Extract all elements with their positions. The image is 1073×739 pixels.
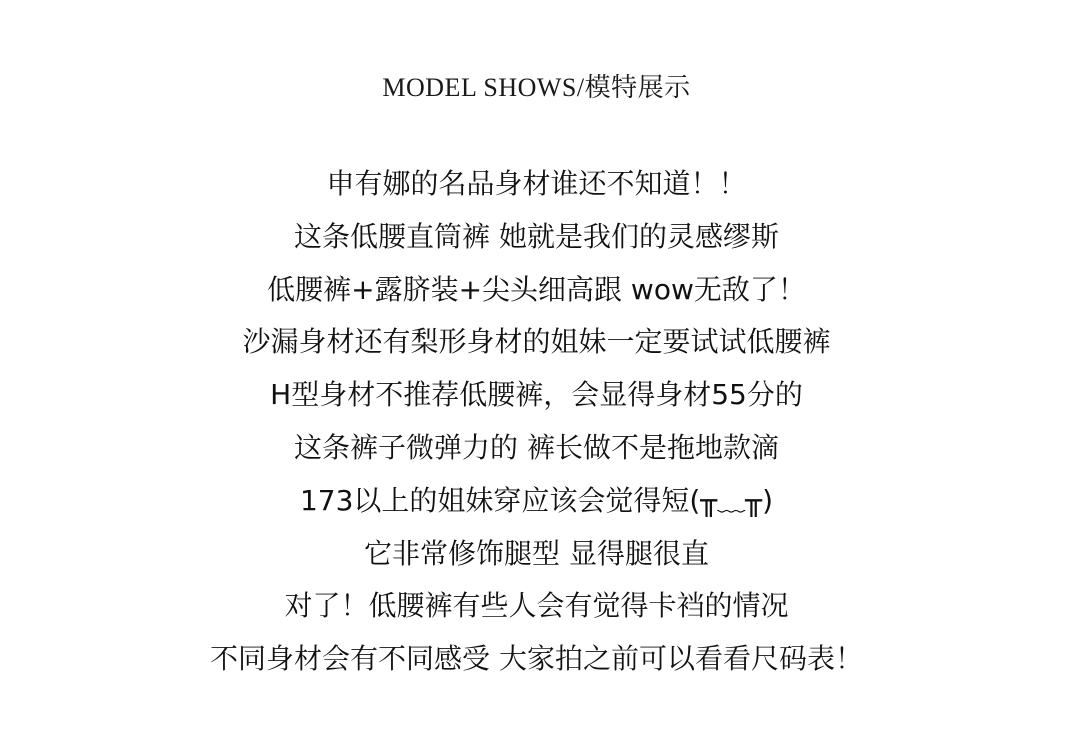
text-line: 这条低腰直筒裤 她就是我们的灵感缪斯 [294,219,779,253]
text-line: H型身材不推荐低腰裤，会显得身材55分的 [270,378,803,412]
text-line: 这条裤子微弹力的 裤长做不是拖地款滴 [294,430,779,464]
text-line: 173以上的姐妹穿应该会觉得短(╥﹏╥) [299,483,773,517]
text-line: 它非常修饰腿型 显得腿很直 [364,536,709,570]
text-line: 不同身材会有不同感受 大家拍之前可以看看尺码表！ [210,642,863,676]
section-title: MODEL SHOWS/模特展示 [382,73,691,102]
text-line: 低腰裤+露脐装+尖头细高跟 wow无敌了！ [267,272,806,306]
description-text [0,164,1073,692]
text-line: 对了！低腰裤有些人会有觉得卡裆的情况 [284,589,789,623]
text-line: 申有娜的名品身材谁还不知道！！ [326,167,747,200]
text-line: 沙漏身材还有梨形身材的姐妹一定要试试低腰裤 [242,325,831,359]
